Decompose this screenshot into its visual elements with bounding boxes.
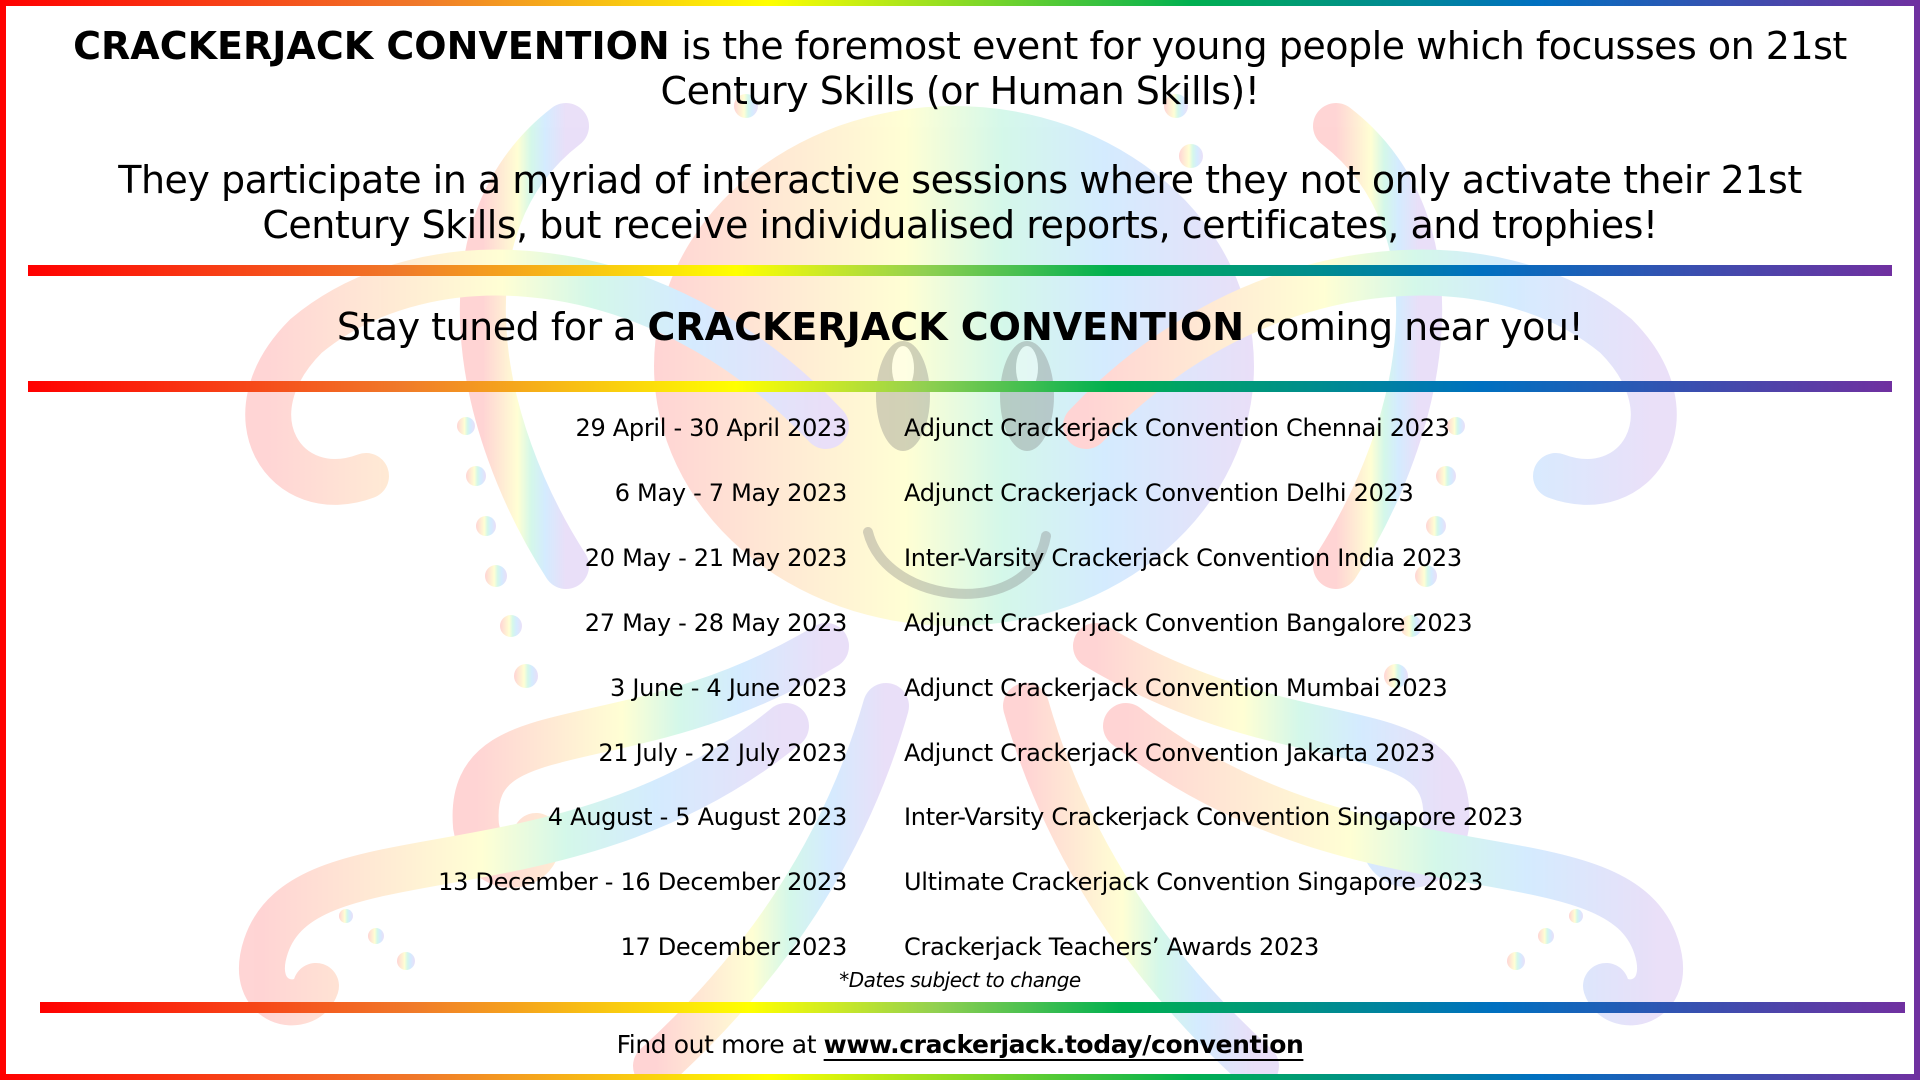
intro-text-2: They participate in a myriad of interactive sessions where they not only activate their 21st Century Skills, but receive individualised reports, certificates, and trophies! [118, 158, 1802, 247]
brand-name: CRACKERJACK CONVENTION [73, 24, 670, 68]
schedule-row [6, 733, 1914, 773]
rainbow-divider-2 [28, 381, 1892, 392]
schedule-row [6, 862, 1914, 902]
schedule-row [6, 538, 1914, 578]
poster-content [6, 6, 1914, 1074]
event-date: 21 July - 22 July 2023 [598, 739, 847, 767]
schedule-row [6, 797, 1914, 837]
dates-disclaimer: *Dates subject to change [839, 968, 1081, 992]
poster [6, 6, 1914, 1074]
schedule-row [6, 408, 1914, 448]
event-name: Inter-Varsity Crackerjack Convention Singapore 2023 [904, 803, 1523, 831]
convention-link[interactable]: www.crackerjack.today/convention [823, 1030, 1304, 1059]
event-date: 4 August - 5 August 2023 [547, 803, 847, 831]
event-date: 3 June - 4 June 2023 [610, 674, 847, 702]
intro-text-1: is the foremost event for young people which focusses on 21st Century Skills (or Human Skills)! [660, 24, 1847, 113]
tagline [6, 304, 1914, 350]
event-date: 20 May - 21 May 2023 [584, 544, 847, 572]
schedule-row [6, 603, 1914, 643]
event-name: Ultimate Crackerjack Convention Singapore 2023 [904, 868, 1483, 896]
tagline-brand: CRACKERJACK CONVENTION [647, 305, 1245, 349]
footer [6, 1028, 1914, 1062]
event-name: Inter-Varsity Crackerjack Convention India 2023 [904, 544, 1462, 572]
schedule-row [6, 927, 1914, 967]
event-name: Adjunct Crackerjack Convention Bangalore 2023 [904, 609, 1473, 637]
event-name: Adjunct Crackerjack Convention Delhi 2023 [904, 479, 1414, 507]
event-name: Adjunct Crackerjack Convention Mumbai 2023 [904, 674, 1448, 702]
schedule-row [6, 668, 1914, 708]
event-name: Crackerjack Teachers’ Awards 2023 [904, 933, 1319, 961]
intro-paragraph-2 [66, 158, 1854, 248]
event-name: Adjunct Crackerjack Convention Chennai 2023 [904, 414, 1450, 442]
event-date: 27 May - 28 May 2023 [584, 609, 847, 637]
event-date: 17 December 2023 [620, 933, 847, 961]
event-name: Adjunct Crackerjack Convention Jakarta 2023 [904, 739, 1436, 767]
intro-paragraph-1 [66, 24, 1854, 114]
rainbow-divider-3 [40, 1002, 1905, 1013]
event-date: 29 April - 30 April 2023 [575, 414, 847, 442]
rainbow-divider-1 [28, 265, 1892, 276]
event-date: 13 December - 16 December 2023 [438, 868, 847, 896]
schedule-row [6, 473, 1914, 513]
tagline-before: Stay tuned for a [336, 305, 648, 349]
tagline-after: coming near you! [1244, 305, 1584, 349]
event-date: 6 May - 7 May 2023 [614, 479, 847, 507]
footer-prefix: Find out more at [616, 1030, 824, 1059]
